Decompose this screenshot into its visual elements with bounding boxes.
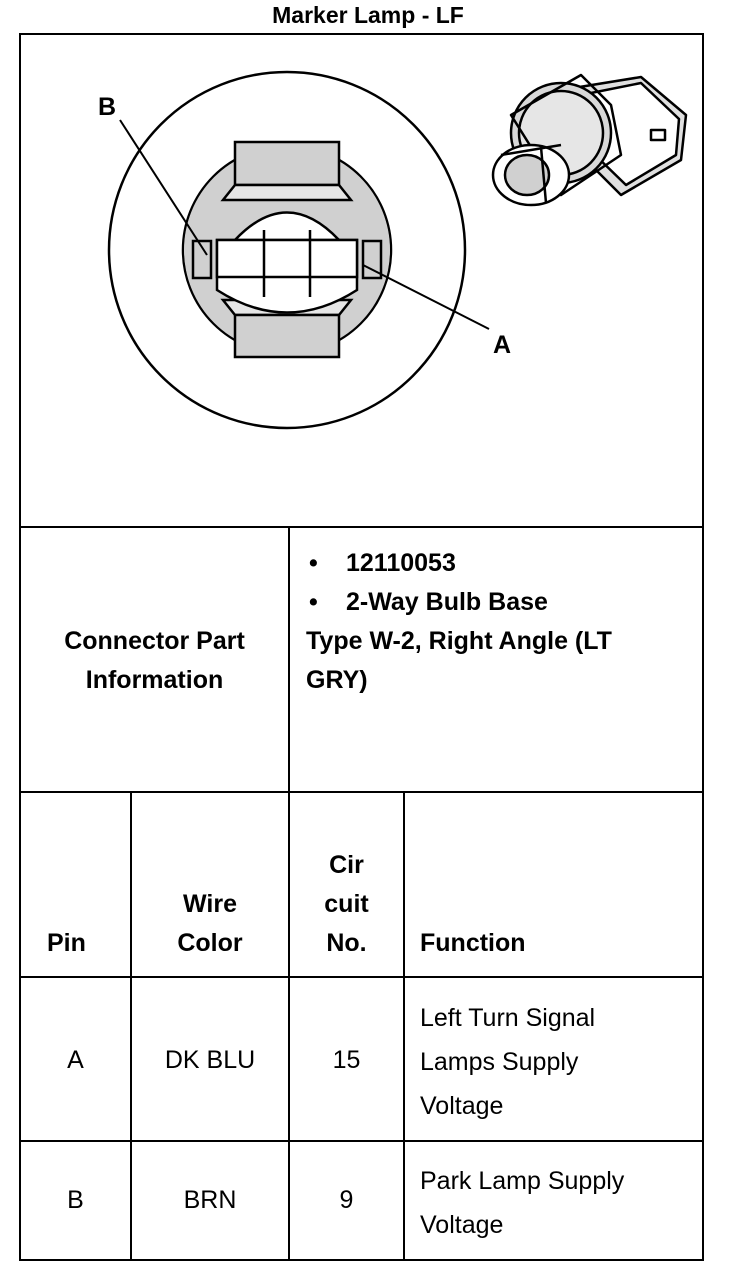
divider-row-a bbox=[19, 1140, 704, 1142]
row-a-pin: A bbox=[67, 1046, 84, 1074]
connector-face-diagram bbox=[21, 35, 702, 525]
row-b-function-line1: Park Lamp Supply bbox=[420, 1167, 625, 1195]
callout-b: B bbox=[98, 93, 117, 121]
row-b-pin: B bbox=[67, 1186, 84, 1214]
part-description-line1: Type W-2, Right Angle (LT bbox=[306, 627, 612, 655]
page-title: Marker Lamp - LF bbox=[272, 2, 464, 28]
part-type: 2-Way Bulb Base bbox=[346, 588, 548, 616]
divider-diagram bbox=[19, 526, 704, 528]
header-circuit-line1: Cir bbox=[329, 851, 364, 879]
row-a-wire-color: DK BLU bbox=[164, 1046, 256, 1074]
header-wire-color-line2: Color bbox=[177, 929, 243, 957]
part-description-line2: GRY) bbox=[306, 666, 368, 694]
header-wire-color-line1: Wire bbox=[183, 890, 237, 918]
callout-a: A bbox=[493, 331, 512, 359]
divider-header bbox=[19, 976, 704, 978]
connector-info-label-line1: Connector Part bbox=[64, 627, 245, 655]
header-circuit-line3: No. bbox=[326, 929, 367, 957]
connector-illustration bbox=[493, 75, 686, 205]
leader-b bbox=[120, 120, 207, 255]
row-b-circuit: 9 bbox=[339, 1186, 354, 1214]
row-a-function-line2: Lamps Supply bbox=[420, 1048, 579, 1076]
divider-part-info-col bbox=[288, 526, 290, 793]
bullet-glyph-1: • bbox=[309, 549, 318, 577]
divider-part-info bbox=[19, 791, 704, 793]
header-pin: Pin bbox=[47, 929, 86, 957]
header-function: Function bbox=[420, 929, 526, 957]
top-key-block bbox=[223, 142, 351, 200]
row-a-circuit: 15 bbox=[332, 1046, 361, 1074]
row-b-wire-color: BRN bbox=[183, 1186, 237, 1214]
row-a-function-line3: Voltage bbox=[420, 1092, 504, 1120]
row-a-function-line1: Left Turn Signal bbox=[420, 1004, 596, 1032]
divider-col-circuit bbox=[403, 791, 405, 1261]
connector-info-label-line2: Information bbox=[85, 666, 224, 694]
row-b-function-line2: Voltage bbox=[420, 1211, 504, 1239]
leader-a bbox=[363, 265, 489, 329]
header-circuit-line2: cuit bbox=[324, 890, 369, 918]
bullet-glyph-2: • bbox=[309, 588, 318, 616]
part-number: 12110053 bbox=[346, 549, 456, 577]
